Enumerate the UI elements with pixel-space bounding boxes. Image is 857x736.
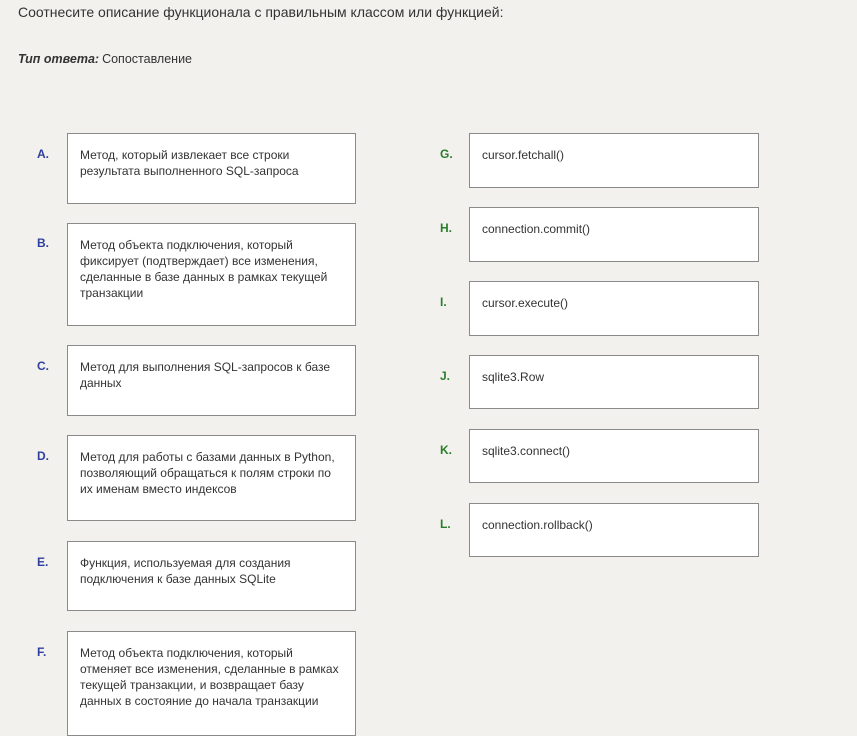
right-item-letter: K.: [440, 443, 452, 457]
left-item-letter: B.: [37, 236, 49, 250]
right-item-h[interactable]: connection.commit(): [469, 207, 759, 262]
right-item-k[interactable]: sqlite3.connect(): [469, 429, 759, 483]
left-item-b[interactable]: Метод объекта подключения, который фиксирует (подтверждает) все изменения, сделанные в базе данных в рамках текущей транзакции: [67, 223, 356, 326]
left-item-letter: C.: [37, 359, 49, 373]
answer-type-value: Сопоставление: [102, 52, 193, 66]
left-item-letter: A.: [37, 147, 49, 161]
right-item-letter: L.: [440, 517, 451, 531]
left-item-letter: E.: [37, 555, 49, 569]
left-item-a[interactable]: Метод, который извлекает все строки результата выполненного SQL-запроса: [67, 133, 356, 204]
right-item-letter: J.: [440, 369, 451, 383]
right-item-g[interactable]: cursor.fetchall(): [469, 133, 759, 188]
left-item-letter: F.: [37, 645, 47, 659]
left-item-c[interactable]: Метод для выполнения SQL-запросов к базе данных: [67, 345, 356, 416]
right-item-letter: H.: [440, 221, 452, 235]
question-text: Соотнесите описание функционала с правильным классом или функцией:: [18, 4, 504, 20]
left-item-f[interactable]: Метод объекта подключения, который отменяет все изменения, сделанные в рамках текущей транзакции, и возвращает базу данных в состояние до начала транзакции: [67, 631, 356, 736]
answer-type-label: Тип ответа:: [18, 52, 100, 66]
right-item-letter: I.: [440, 295, 447, 309]
right-item-j[interactable]: sqlite3.Row: [469, 355, 759, 409]
left-item-e[interactable]: Функция, используемая для создания подключения к базе данных SQLite: [67, 541, 356, 611]
right-item-l[interactable]: connection.rollback(): [469, 503, 759, 557]
right-item-letter: G.: [440, 147, 453, 161]
answer-type: [18, 52, 192, 66]
left-item-d[interactable]: Метод для работы с базами данных в Python, позволяющий обращаться к полям строки по их именам вместо индексов: [67, 435, 356, 521]
right-item-i[interactable]: cursor.execute(): [469, 281, 759, 336]
left-item-letter: D.: [37, 449, 49, 463]
